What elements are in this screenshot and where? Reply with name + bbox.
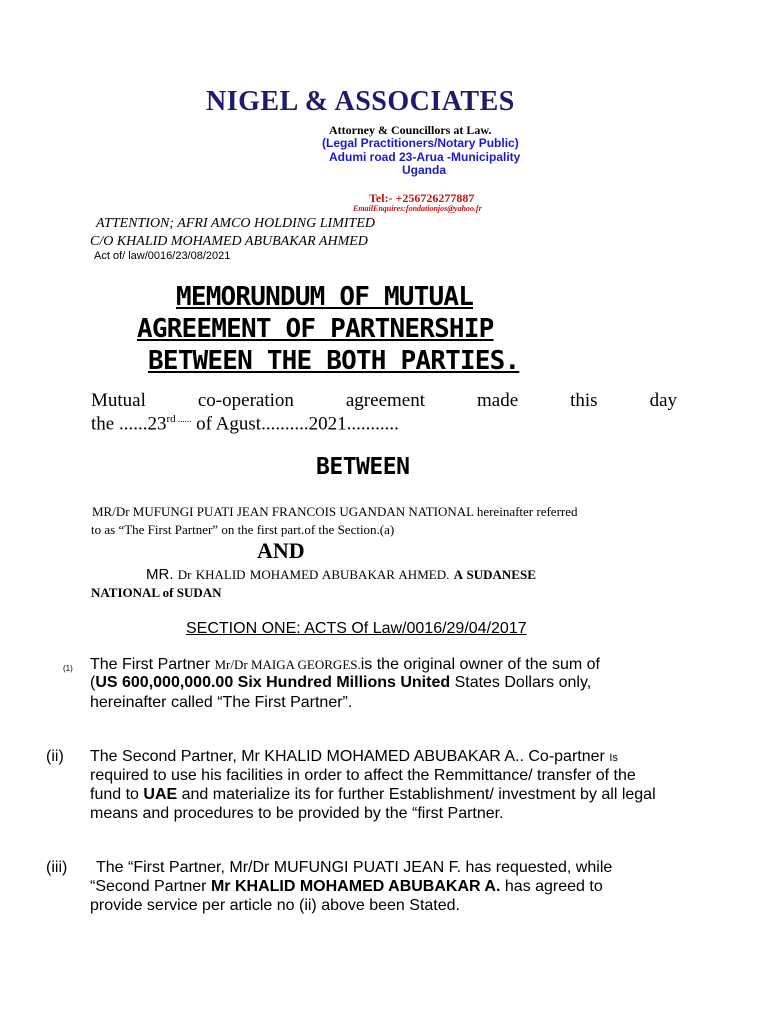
firm-email: EmailEnquires:fondationjos@yahoo.fr — [353, 204, 482, 213]
clause-2-line-4: means and procedures to be provided by the “first Partner. — [90, 805, 504, 822]
reference-number: Act of/ law/0016/23/08/2021 — [94, 250, 231, 262]
document-title-line-2: AGREEMENT OF PARTNERSHIP — [137, 314, 494, 344]
attention-line: ATTENTION; AFRI AMCO HOLDING LIMITED — [96, 216, 375, 231]
attention-care-of: C/O KHALID MOHAMED ABUBAKAR AHMED — [90, 234, 368, 249]
clause-2-purpose: and materialize its for further Establishment/ investment by all legal — [181, 786, 656, 803]
firm-name: NIGEL & ASSOCIATES — [206, 86, 515, 117]
clause-3-agreement: has agreed to — [504, 878, 603, 895]
intro-date-suffix: rd — [166, 413, 176, 425]
second-party-title: MR. — [146, 566, 174, 583]
clause-1-line-3: hereinafter called “The First Partner”. — [90, 694, 353, 711]
clause-1-amount: US 600,000,000.00 Six Hundred Millions United — [95, 674, 451, 691]
second-party-line-1 — [146, 566, 536, 583]
second-party-line-2: NATIONAL of SUDAN — [91, 585, 222, 600]
clause-1-subject: The First Partner — [90, 656, 211, 673]
clause-2-line-3 — [90, 786, 656, 804]
clause-2-is: Is — [609, 752, 618, 764]
first-party-line-1: MR/Dr MUFUNGI PUATI JEAN FRANCOIS UGANDAN NATIONAL hereinafter referred — [92, 504, 578, 519]
clause-1-line-2 — [90, 674, 591, 692]
intro-date-prefix: the ......23 — [91, 413, 167, 435]
clause-3-party: “Second Partner — [90, 878, 207, 895]
clause-1-paren: ( — [90, 674, 96, 691]
clause-1-owner-name: Mr/Dr MAIGA GEORGES. — [214, 657, 361, 672]
document-title-line-3: BETWEEN THE BOTH PARTIES. — [148, 346, 520, 376]
clause-2-line-2: required to use his facilities in order to affect the Remmittance/ transfer of the — [90, 767, 636, 784]
second-party-nationality: A SUDANESE — [453, 567, 536, 582]
intro-line-1: Mutual co-operation agreement made this day — [91, 390, 677, 411]
clause-2-line-1 — [90, 748, 618, 766]
intro-line-2 — [91, 413, 399, 435]
clause-3-line-3: provide service per article no (ii) above been Stated. — [90, 897, 460, 914]
firm-country: Uganda — [402, 163, 447, 177]
clause-2-party: The Second Partner, Mr KHALID MOHAMED ABUBAKAR A.. Co-partner — [90, 748, 605, 765]
between-heading: BETWEEN — [316, 454, 410, 480]
clause-2-destination: UAE — [143, 786, 178, 803]
clause-3-line-2 — [90, 878, 603, 896]
clause-1-line-1 — [90, 656, 600, 674]
document-title-line-1: MEMORUNDUM OF MUTUAL — [176, 282, 474, 312]
first-party-line-2: to as “The First Partner” on the first part.of the Section.(a) — [91, 522, 395, 537]
clause-3-number: (iii) — [46, 859, 68, 876]
clause-2-number: (ii) — [46, 748, 64, 765]
firm-phone: Tel:- +256726277887 — [369, 191, 475, 205]
and-heading: AND — [257, 538, 305, 563]
clause-1-owner-text: is the original owner of the sum of — [360, 656, 600, 673]
clause-3-name: Mr KHALID MOHAMED ABUBAKAR A. — [210, 878, 501, 895]
intro-date-dots: ...... — [175, 414, 192, 424]
firm-address: Adumi road 23-Arua -Municipality — [329, 150, 521, 164]
clause-3-line-1: The “First Partner, Mr/Dr MUFUNGI PUATI JEAN F. has requested, while — [96, 859, 613, 876]
clause-1-currency: States Dollars only, — [450, 674, 592, 691]
firm-practice: (Legal Practitioners/Notary Public) — [322, 136, 519, 150]
second-party-name: Dr KHALID MOHAMED ABUBAKAR AHMED. — [177, 567, 450, 582]
intro-date-rest: of Agust..........2021........... — [191, 413, 399, 435]
clause-2-fund: fund to — [90, 786, 139, 803]
firm-tagline: Attorney & Councillors at Law. — [329, 123, 492, 137]
clause-1-number: (1) — [63, 664, 73, 673]
section-heading: SECTION ONE: ACTS Of Law/0016/29/04/2017 — [186, 620, 527, 637]
